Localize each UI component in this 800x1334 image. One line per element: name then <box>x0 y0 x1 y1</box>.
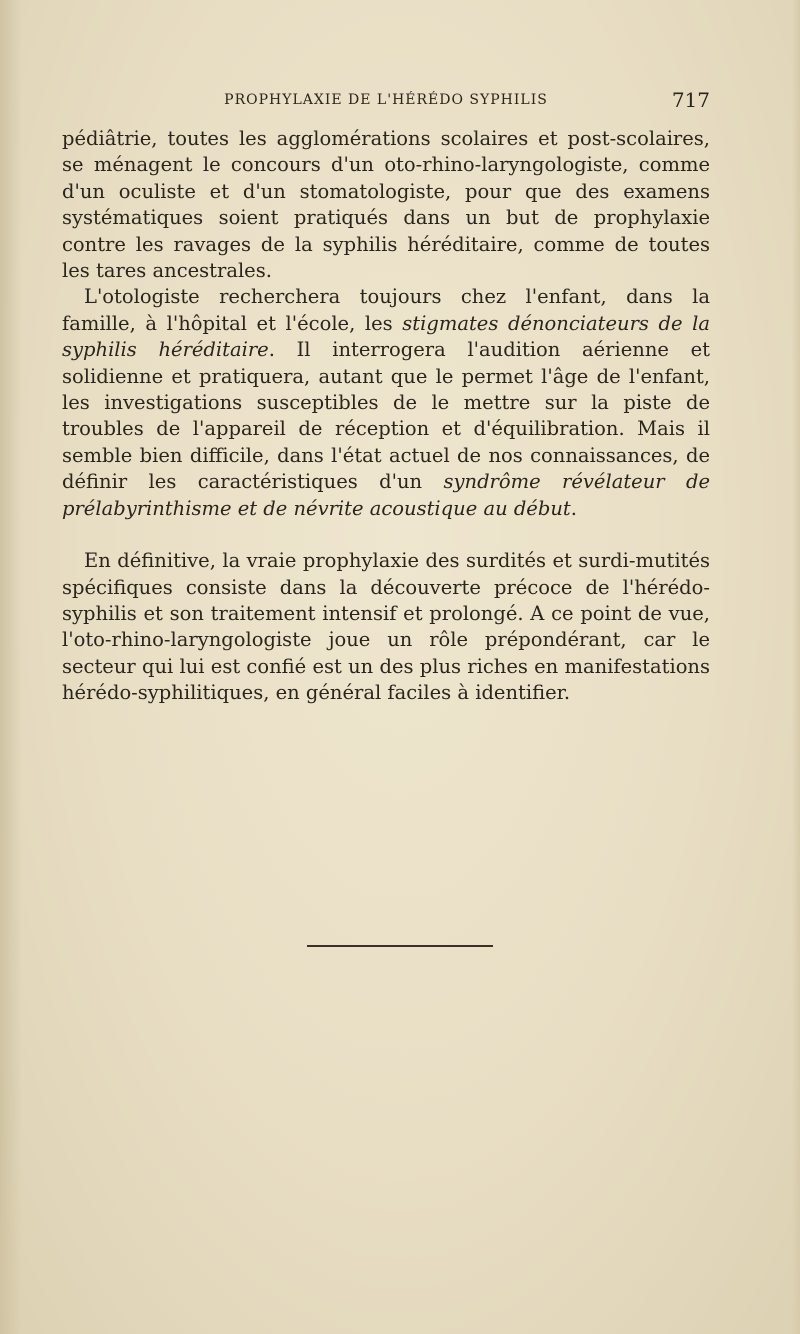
body-text <box>62 126 710 707</box>
running-head <box>62 88 710 114</box>
paragraph-2-italic-1: stigmates dénonciateurs de la syphilis héréditaire <box>62 311 710 362</box>
paragraph-2 <box>62 284 710 522</box>
paragraph-1: pédiâtrie, toutes les agglomérations scolaires et post-scolaires, se ménagent le concours d'un oto-rhino-laryngologiste, comme d'un oculiste et d'un stomatologiste, pour que des examens systématiques soient pratiqués dans un but de prophylaxie contre les ravages de la syphilis héréditaire, comme de toutes les tares ancestrales. <box>62 127 710 283</box>
paragraph-3: En définitive, la vraie prophylaxie des surdités et surdi-mutités spécifiques consiste dans la découverte précoce de l'hérédo-syphilis et son traitement intensif et prolongé. A ce point de vue, l'oto-rhino-laryngologiste joue un rôle prépondérant, car le secteur qui lui est confié est un des plus riches en manifestations hérédo-syphilitiques, en général faciles à identifier. <box>62 549 710 705</box>
paragraph-2-text-1: L'otologiste recherchera toujours chez l'enfant, dans la famille, à l'hôpital et l'école, les <box>62 285 710 335</box>
end-rule <box>307 945 493 947</box>
page-edge <box>792 0 800 1334</box>
paragraph-2-text-3: . <box>570 496 577 520</box>
running-title: PROPHYLAXIE DE L'HÉRÉDO SYPHILIS <box>224 92 548 108</box>
paragraph-2-italic-2: syndrôme révélateur de prélabyrinthisme et de névrite acoustique au début <box>62 470 710 520</box>
paragraph-2-text-2: . Il interrogera l'audition aérienne et solidienne et pratiquera, autant que le permet l'âge de l'enfant, les investigations susceptibles de le mettre sur la piste de troubles de l'appareil de réception et d'équilibration. Mais il semble bien difficile, dans l'état actuel de nos connaissances, de définir les caractéristiques d'un <box>62 338 710 494</box>
page-gutter-shadow <box>0 0 22 1334</box>
page-number: 717 <box>671 88 710 112</box>
